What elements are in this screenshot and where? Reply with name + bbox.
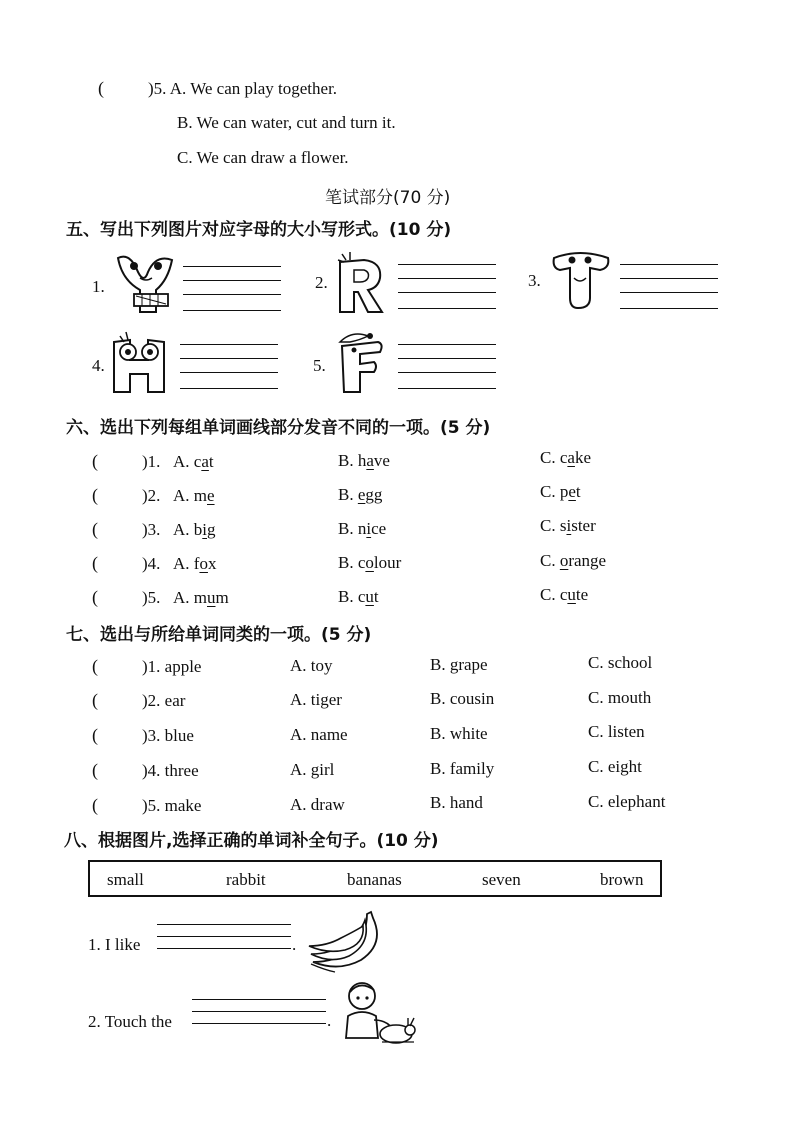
writing-lines[interactable] [183, 266, 281, 316]
given-word: )5. make [142, 796, 202, 815]
answer-paren[interactable]: ( [98, 78, 104, 98]
option-a: A. big [173, 520, 216, 539]
given-word: )4. three [142, 761, 199, 780]
option-c: C. eight [588, 757, 642, 776]
option-a: A. cat [173, 452, 214, 471]
option-a: A. fox [173, 554, 217, 573]
question-number: )4. [142, 554, 161, 573]
letter-picture-r [332, 250, 392, 320]
question-number: )1. [142, 452, 161, 471]
item-number: 1. [92, 277, 105, 296]
writing-lines[interactable] [180, 344, 278, 394]
option-b: B. cousin [430, 689, 495, 708]
option-a: A. tiger [290, 690, 342, 709]
option-b: B. have [338, 451, 390, 470]
writing-lines[interactable] [398, 264, 496, 314]
q5-option-a: )5. A. We can play together. [148, 79, 338, 98]
answer-paren[interactable]: ( [92, 795, 98, 815]
writing-lines[interactable] [620, 264, 718, 314]
letter-picture-y [112, 250, 182, 320]
sentence-1: 1. I like [88, 935, 141, 954]
section-7-title: 七、选出与所给单词同类的一项。(5 分) [66, 625, 372, 645]
option-a: A. mum [173, 588, 229, 607]
answer-paren[interactable]: ( [92, 519, 98, 539]
option-a: A. toy [290, 656, 333, 675]
writing-lines[interactable] [398, 344, 496, 394]
section-6-title: 六、选出下列每组单词画线部分发音不同的一项。(5 分) [66, 418, 491, 438]
option-b: B. hand [430, 793, 483, 812]
option-a: A. me [173, 486, 215, 505]
option-c: C. pet [540, 482, 581, 501]
option-c: C. cute [540, 585, 589, 604]
option-b: B. nice [338, 519, 387, 538]
given-word: )3. blue [142, 726, 194, 745]
option-b: B. colour [338, 553, 402, 572]
answer-paren[interactable]: ( [92, 690, 98, 710]
option-c: C. elephant [588, 792, 666, 811]
answer-paren[interactable]: ( [92, 451, 98, 471]
option-b: B. white [430, 724, 488, 743]
option-c: C. mouth [588, 688, 652, 707]
bananas-picture [305, 910, 387, 974]
word-bank-item: rabbit [226, 870, 266, 889]
answer-paren[interactable]: ( [92, 587, 98, 607]
child-touching-rabbit-picture [338, 980, 418, 1050]
period: . [327, 1011, 332, 1030]
question-number: )5. [142, 588, 161, 607]
option-b: B. cut [338, 587, 379, 606]
word-bank-item: seven [482, 870, 521, 889]
word-bank-item: brown [600, 870, 644, 889]
period: . [292, 935, 297, 954]
option-b: B. egg [338, 485, 383, 504]
option-a: A. girl [290, 760, 335, 779]
item-number: 2. [315, 273, 328, 292]
option-c: C. orange [540, 551, 607, 570]
item-number: 4. [92, 356, 105, 375]
word-bank-item: bananas [347, 870, 402, 889]
question-number: )3. [142, 520, 161, 539]
answer-lines[interactable] [192, 999, 326, 1033]
option-a: A. name [290, 725, 348, 744]
option-c: C. sister [540, 516, 596, 535]
option-b: B. grape [430, 655, 488, 674]
answer-paren[interactable]: ( [92, 485, 98, 505]
option-c: C. school [588, 653, 653, 672]
word-bank [88, 860, 662, 897]
q5-option-c: C. We can draw a flower. [177, 148, 349, 167]
question-number: )2. [142, 486, 161, 505]
option-a: A. draw [290, 795, 345, 814]
answer-paren[interactable]: ( [92, 725, 98, 745]
answer-lines[interactable] [157, 924, 291, 958]
written-part-title: 笔试部分(70 分) [325, 188, 451, 208]
answer-paren[interactable]: ( [92, 656, 98, 676]
sentence-2: 2. Touch the [88, 1012, 172, 1031]
letter-picture-h [108, 330, 172, 398]
option-c: C. listen [588, 722, 645, 741]
answer-paren[interactable]: ( [92, 760, 98, 780]
item-number: 5. [313, 356, 326, 375]
letter-picture-t [550, 248, 612, 312]
given-word: )1. apple [142, 657, 202, 676]
option-b: B. family [430, 759, 495, 778]
option-c: C. cake [540, 448, 591, 467]
q5-option-b: B. We can water, cut and turn it. [177, 113, 396, 132]
section-8-title: 八、根据图片,选择正确的单词补全句子。(10 分) [64, 831, 439, 851]
given-word: )2. ear [142, 691, 186, 710]
section-5-title: 五、写出下列图片对应字母的大小写形式。(10 分) [66, 220, 452, 240]
word-bank-item: small [107, 870, 144, 889]
letter-picture-f [332, 330, 392, 398]
item-number: 3. [528, 271, 541, 290]
answer-paren[interactable]: ( [92, 553, 98, 573]
